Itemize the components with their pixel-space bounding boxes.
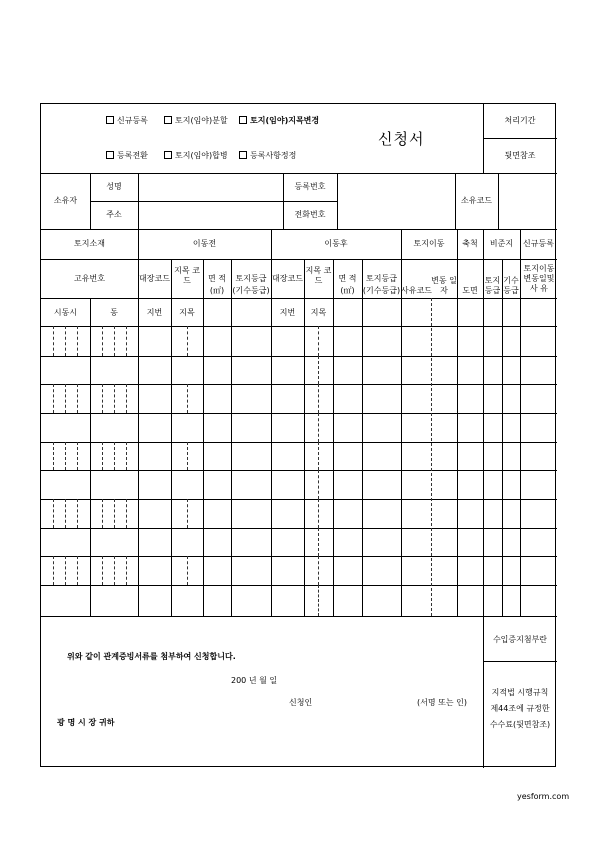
application-form — [40, 103, 556, 767]
unique-no-header: 고유번호 — [74, 274, 105, 283]
reg-no-label: 등록번호 — [294, 182, 326, 191]
land-grade-short-header: 토지 등급 — [484, 276, 501, 295]
processing-period-value: 뒷면참조 — [504, 151, 536, 160]
fee-note-line-2: 제44조에 규정한 — [490, 704, 550, 713]
checkbox-registration-conversion[interactable]: 등록전환 — [106, 150, 148, 161]
owner-code-label: 소유코드 — [461, 196, 492, 205]
owner-label: 소유자 — [53, 196, 78, 205]
checkbox-land-category-change[interactable]: 토지(임야)지목변경 — [239, 115, 319, 126]
address-label: 주소 — [106, 210, 122, 219]
recipient-label: 광 명 시 장 귀하 — [57, 718, 115, 727]
fee-note-line-1: 지적법 시행규칙 — [491, 688, 549, 697]
new-reg-reason-header: 토지이동 변동일및 사 유 — [523, 264, 555, 293]
checkbox-icon — [164, 151, 172, 159]
name-label: 성명 — [106, 182, 122, 191]
change-date-header: 변동 일자 — [431, 276, 457, 295]
fee-note-line-3: 수수료(뒷면참조) — [489, 720, 551, 729]
checkbox-icon — [164, 116, 172, 124]
stamp-attach-label: 수입증지첨부란 — [492, 635, 548, 644]
checkbox-icon — [239, 116, 247, 124]
scale-header: 축척 — [462, 239, 478, 248]
base-grade-short-header: 기수 등급 — [503, 276, 519, 295]
application-date: 200 년 월 일 — [231, 676, 278, 685]
after-move-header: 이동후 — [324, 239, 348, 248]
checkbox-icon — [239, 151, 247, 159]
base-grade-header-after: (기수등급) — [362, 286, 401, 295]
processing-period-label: 처리기간 — [504, 116, 536, 125]
phone-label: 전화번호 — [294, 210, 326, 219]
checkbox-icon — [106, 151, 114, 159]
lot-header-after: 지번 — [279, 308, 296, 317]
land-location-header: 토지소재 — [74, 239, 105, 248]
map-sheet-header: 도면 — [462, 286, 478, 295]
jimok-code-header: 지목 코드 — [174, 266, 200, 285]
before-move-header: 이동전 — [192, 239, 217, 248]
owner-code-header: 사유코드 — [401, 286, 432, 295]
map-no-header: 비준지 — [489, 239, 514, 248]
checkbox-land-merge[interactable]: 토지(임야)합병 — [164, 150, 228, 161]
ledger-code-header: 대장코드 — [139, 274, 170, 283]
area-header-after: 면 적 — [338, 274, 357, 283]
new-reg-header: 신규등록 — [523, 239, 554, 248]
land-change-header: 토지이동 — [413, 239, 445, 248]
checkbox-icon — [106, 116, 114, 124]
area-unit: (㎡) — [209, 286, 225, 295]
checkbox-land-split[interactable]: 토지(임야)분할 — [164, 115, 228, 126]
city-header: 시동시 — [53, 308, 78, 317]
applicant-label: 신청인 — [289, 698, 313, 707]
form-title: 신청서 — [378, 130, 425, 148]
land-grade-header-after: 토지등급 — [366, 274, 397, 283]
jimok-header: 지목 — [179, 308, 195, 317]
site-watermark: yesform.com — [517, 792, 570, 801]
lot-header: 지번 — [146, 308, 163, 317]
jimok-code-header-after: 지목 코드 — [305, 266, 332, 285]
ledger-code-header-after: 대장코드 — [272, 274, 303, 283]
application-statement: 위와 같이 관계증빙서류를 첨부하여 신청합니다. — [67, 652, 236, 661]
checkbox-new-registration[interactable]: 신규등록 — [106, 115, 148, 126]
checkbox-registration-correction[interactable]: 등록사항정정 — [239, 150, 296, 161]
dong-header: 동 — [110, 308, 118, 317]
land-grade-header: 토지등급 — [235, 274, 267, 283]
signature-label: (서명 또는 인) — [417, 698, 467, 707]
jimok-header-after: 지목 — [310, 308, 327, 317]
area-unit-after: (㎡) — [340, 286, 355, 295]
base-grade-header: (기수등급) — [232, 286, 270, 295]
area-header: 면 적 — [208, 274, 226, 283]
